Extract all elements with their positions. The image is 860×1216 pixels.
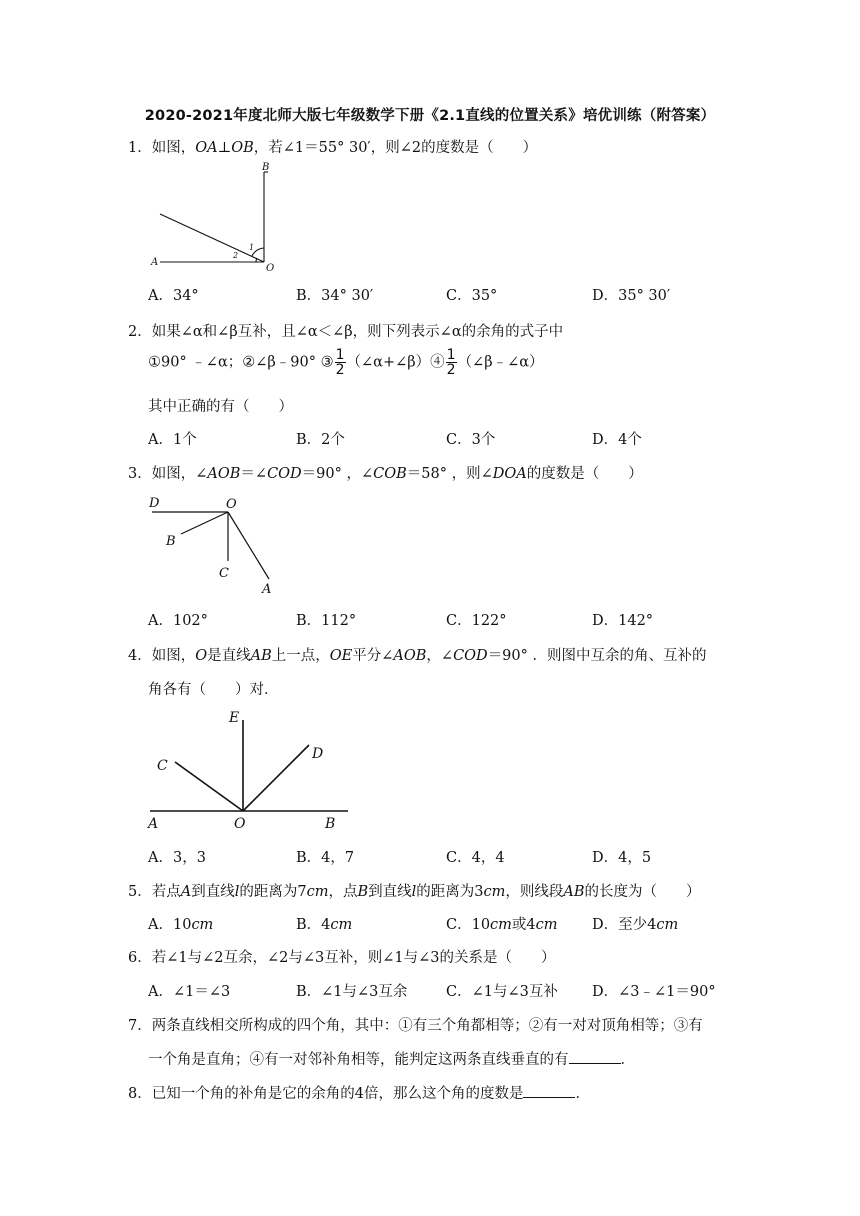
answer-blank[interactable] <box>523 1085 575 1098</box>
question-6-options <box>148 980 768 1000</box>
figure-4-label-d: D <box>312 746 324 762</box>
question-1-stem: 1．如图，OA⊥OB，若∠1＝55° 30′，则∠2的度数是（ ） <box>128 140 538 156</box>
option-d[interactable]: D．35° 30′ <box>592 288 671 304</box>
option-b[interactable]: B．4cm <box>296 917 353 933</box>
figure-3-label-b: B <box>166 534 176 549</box>
figure-4-label-e: E <box>229 710 240 726</box>
question-7-stem-continued: 一个角是直角；④有一对邻补角相等，能判定这两条直线垂直的有 ． <box>148 1052 635 1068</box>
question-4-stem-continued: 角各有（ ）对． <box>148 682 279 698</box>
figure-1-label-b: B <box>262 162 270 173</box>
option-c[interactable]: C．122° <box>446 613 507 629</box>
option-d[interactable]: D．至少4cm <box>592 917 679 933</box>
question-3-stem: 3．如图，∠AOB＝∠COD＝90° ，∠COB＝58° ，则∠DOA的度数是（ ） <box>128 466 643 482</box>
figure-3-label-c: C <box>219 566 229 581</box>
question-2-stem: 2．如果∠α和∠β互补，且∠α＜∠β，则下列表示∠α的余角的式子中 <box>128 324 564 340</box>
figure-4-label-a: A <box>148 816 159 832</box>
figure-3-label-o: O <box>226 497 237 512</box>
option-d[interactable]: D．4个 <box>592 432 642 448</box>
option-c[interactable]: C．∠1与∠3互补 <box>446 984 558 1000</box>
option-d[interactable]: D．142° <box>592 613 654 629</box>
option-a[interactable]: A．34° <box>148 288 199 304</box>
figure-1-label-angle2: 2 <box>233 251 239 260</box>
answer-blank[interactable] <box>569 1051 621 1064</box>
worksheet-title: 2020-2021年度北师大版七年级数学下册《2.1直线的位置关系》培优训练（附答案） <box>144 108 716 124</box>
option-d[interactable]: D．∠3﹣∠1＝90° <box>592 984 716 1000</box>
question-5-stem: 5．若点A到直线l的距离为7cm，点B到直线l的距离为3cm，则线段AB的长度为（ ） <box>128 884 701 900</box>
option-a[interactable]: A．102° <box>148 613 208 629</box>
fraction-one-half: $\frac{1}{2}$ <box>335 347 345 378</box>
option-c[interactable]: C．10cm或4cm <box>446 917 558 933</box>
question-2-prompt: 其中正确的有（ ） <box>148 399 293 415</box>
option-a[interactable]: A．1个 <box>148 432 197 448</box>
question-5-options <box>148 913 768 933</box>
option-b[interactable]: B．∠1与∠3互余 <box>296 984 408 1000</box>
option-b[interactable]: B．112° <box>296 613 357 629</box>
question-4-stem: 4．如图，O是直线AB上一点，OE平分∠AOB，∠COD＝90° ．则图中互余的角、互补的 <box>128 648 707 664</box>
figure-3-label-a: A <box>262 582 272 597</box>
figure-4-label-c: C <box>157 758 168 774</box>
question-2-expressions: ①90° ﹣∠α；②∠β﹣90° ③ $\frac{1}{2}$ （∠α+∠β）④ $\frac{1}{2}$ （∠β﹣∠α） <box>148 347 544 378</box>
option-a[interactable]: A．∠1＝∠3 <box>148 984 231 1000</box>
option-d[interactable]: D．4，5 <box>592 850 652 866</box>
option-b[interactable]: B．4，7 <box>296 850 355 866</box>
option-b[interactable]: B．34° 30′ <box>296 288 374 304</box>
figure-4-label-b: B <box>325 816 336 832</box>
option-c[interactable]: C．35° <box>446 288 498 304</box>
option-a[interactable]: A．3，3 <box>148 850 206 866</box>
option-b[interactable]: B．2个 <box>296 432 345 448</box>
option-c[interactable]: C．3个 <box>446 432 496 448</box>
question-7-stem: 7．两条直线相交所构成的四个角，其中：①有三个角都相等；②有一对对顶角相等；③有 <box>128 1018 703 1034</box>
figure-1-label-a: A <box>151 257 159 268</box>
option-a[interactable]: A．10cm <box>148 917 214 933</box>
question-8-stem: 8．已知一个角的补角是它的余角的4倍，那么这个角的度数是 ． <box>128 1086 590 1102</box>
fraction-one-half-2: $\frac{1}{2}$ <box>446 347 456 378</box>
figure-1-label-angle1: 1 <box>249 243 255 252</box>
figure-4-label-o: O <box>234 816 246 832</box>
option-c[interactable]: C．4，4 <box>446 850 505 866</box>
figure-1-label-o: O <box>266 263 275 274</box>
figure-3-label-d: D <box>149 496 160 511</box>
question-4-options <box>148 846 768 866</box>
question-6-stem: 6．若∠1与∠2互余，∠2与∠3互补，则∠1与∠3的关系是（ ） <box>128 950 556 966</box>
